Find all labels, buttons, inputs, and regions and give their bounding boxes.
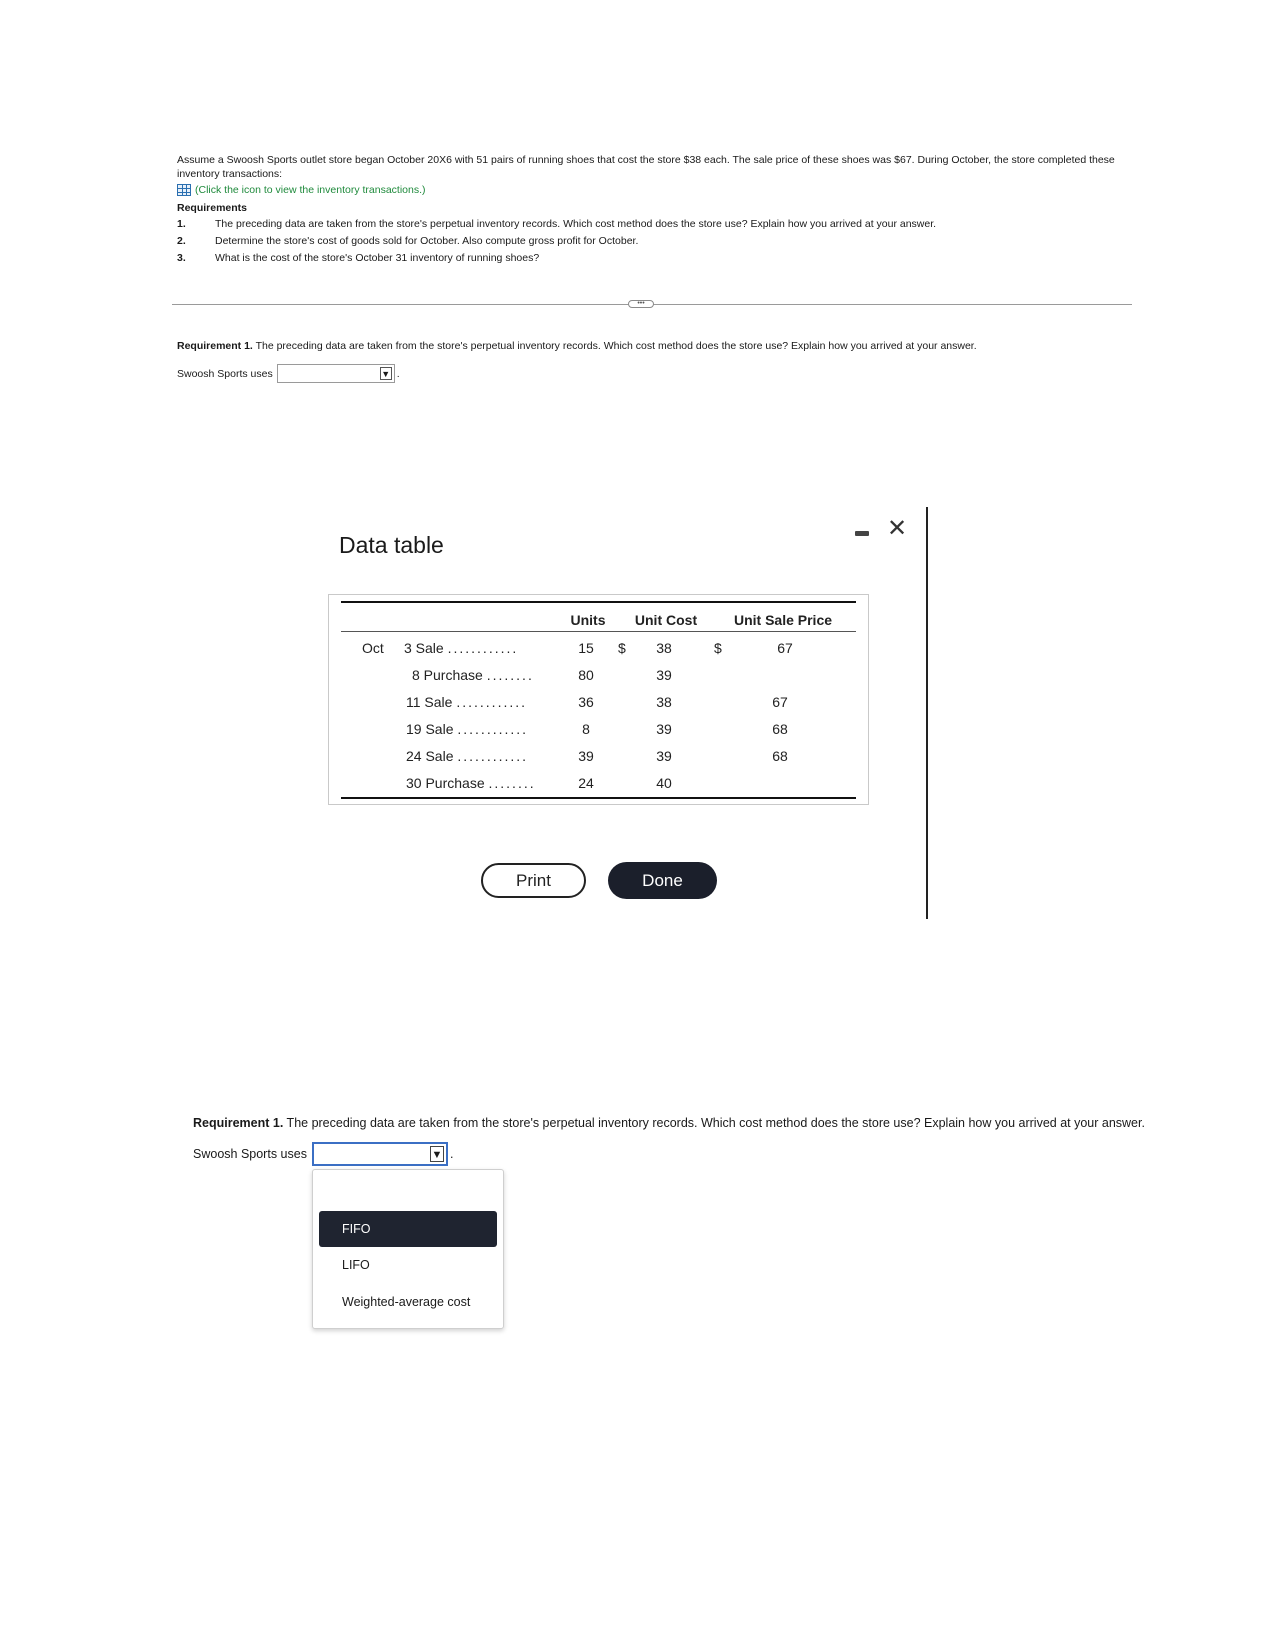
unit-sale-price-cell: 68 [772, 721, 788, 737]
inventory-transactions-link-text[interactable]: (Click the icon to view the inventory transactions.) [195, 184, 426, 196]
units-cell: 80 [578, 667, 594, 683]
modal-edge-line [926, 507, 928, 919]
dot-leader: ............ [456, 694, 528, 710]
units-cell: 15 [578, 640, 594, 656]
option-weighted-average-cost[interactable]: Weighted-average cost [342, 1295, 471, 1309]
currency-symbol: $ [714, 640, 722, 656]
dot-leader: ........ [486, 667, 534, 683]
dot-leader: ........ [488, 775, 536, 791]
unit-sale-price-cell: 67 [777, 640, 793, 656]
table-top-rule [341, 601, 856, 603]
sentence-period: . [449, 1147, 454, 1161]
unit-cost-cell: 38 [656, 640, 672, 656]
requirements-heading: Requirements [177, 202, 248, 214]
table-row-label [412, 667, 572, 683]
table-row-label [406, 748, 566, 764]
table-grid-icon[interactable] [177, 184, 191, 196]
requirement-number: 1. [177, 218, 186, 230]
requirement-1-prompt [177, 340, 977, 352]
requirement-text: What is the cost of the store's October 31 inventory of running shoes? [215, 252, 540, 264]
requirement-number: 2. [177, 235, 186, 247]
column-header-unit-sale-price: Unit Sale Price [733, 612, 833, 628]
requirement-number: 3. [177, 252, 186, 264]
minimize-icon[interactable] [855, 531, 869, 536]
uses-label: Swoosh Sports uses [177, 367, 273, 380]
problem-intro: Assume a Swoosh Sports outlet store began October 20X6 with 51 pairs of running shoes that cost the store $38 each. The sale price of these shoes was $67. During October, the store completed these inventory transactions: [177, 154, 1115, 180]
dot-leader: ............ [457, 721, 529, 737]
requirement-item-2 [177, 235, 638, 247]
table-row-label [406, 694, 566, 710]
sentence-period: . [396, 367, 400, 380]
units-cell: 24 [578, 775, 594, 791]
table-row-label [406, 775, 566, 791]
table-row-label [406, 721, 566, 737]
row-label: 19 Sale [406, 721, 454, 737]
inventory-transactions-link[interactable] [177, 184, 426, 196]
uses-label: Swoosh Sports uses [193, 1147, 307, 1161]
requirement-1-prompt-enlarged [193, 1116, 1145, 1130]
print-button[interactable]: Print [481, 863, 586, 898]
option-lifo[interactable]: LIFO [342, 1258, 370, 1272]
unit-cost-cell: 39 [656, 667, 672, 683]
table-header-rule [341, 631, 856, 632]
option-fifo[interactable]: FIFO [319, 1211, 497, 1247]
row-label: 24 Sale [406, 748, 454, 764]
dot-leader: ............ [457, 748, 529, 764]
unit-cost-cell: 39 [656, 721, 672, 737]
requirement-1-text: The preceding data are taken from the store's perpetual inventory records. Which cost method does the store use? Explain how you arrived at your answer. [252, 340, 977, 352]
row-label: 11 Sale [406, 694, 453, 710]
done-button[interactable]: Done [608, 862, 717, 899]
row-label: 3 Sale [404, 640, 444, 656]
month-label: Oct [362, 640, 384, 656]
modal-title: Data table [339, 532, 444, 558]
table-row-label [404, 640, 564, 656]
chevron-down-icon[interactable]: ▼ [430, 1146, 444, 1162]
unit-sale-price-cell: 68 [772, 748, 788, 764]
unit-sale-price-cell: 67 [772, 694, 788, 710]
unit-cost-cell: 39 [656, 748, 672, 764]
units-cell: 36 [578, 694, 594, 710]
unit-cost-cell: 40 [656, 775, 672, 791]
row-label: 8 Purchase [412, 667, 483, 683]
cost-method-answer-row [177, 364, 400, 383]
cost-method-select[interactable] [277, 364, 395, 383]
table-bottom-rule [341, 797, 856, 799]
currency-symbol: $ [618, 640, 626, 656]
cost-method-answer-row-enlarged [193, 1142, 453, 1166]
divider-expand-handle[interactable]: ••• [628, 300, 654, 308]
requirement-text: The preceding data are taken from the store's perpetual inventory records. Which cost method does the store use? Explain how you arrived at your answer. [215, 218, 937, 230]
cost-method-select-open[interactable] [312, 1142, 448, 1166]
row-label: 30 Purchase [406, 775, 485, 791]
requirement-text: Determine the store's cost of goods sold for October. Also compute gross profit for October. [215, 235, 639, 247]
close-icon[interactable]: ✕ [887, 515, 908, 542]
dot-leader: ............ [447, 640, 519, 656]
units-cell: 39 [578, 748, 594, 764]
unit-cost-cell: 38 [656, 694, 672, 710]
chevron-down-icon[interactable]: ▼ [381, 369, 391, 379]
column-header-units: Units [570, 612, 606, 628]
requirement-1-text: The preceding data are taken from the store's perpetual inventory records. Which cost method does the store use? Explain how you arrived at your answer. [283, 1116, 1145, 1130]
cost-method-options-list [312, 1169, 504, 1329]
units-cell: 8 [582, 721, 590, 737]
requirement-1-label: Requirement 1. [177, 340, 253, 352]
requirement-1-label: Requirement 1. [193, 1116, 284, 1130]
column-header-unit-cost: Unit Cost [634, 612, 698, 628]
requirement-item-3 [177, 252, 539, 264]
requirement-item-1 [177, 218, 936, 230]
